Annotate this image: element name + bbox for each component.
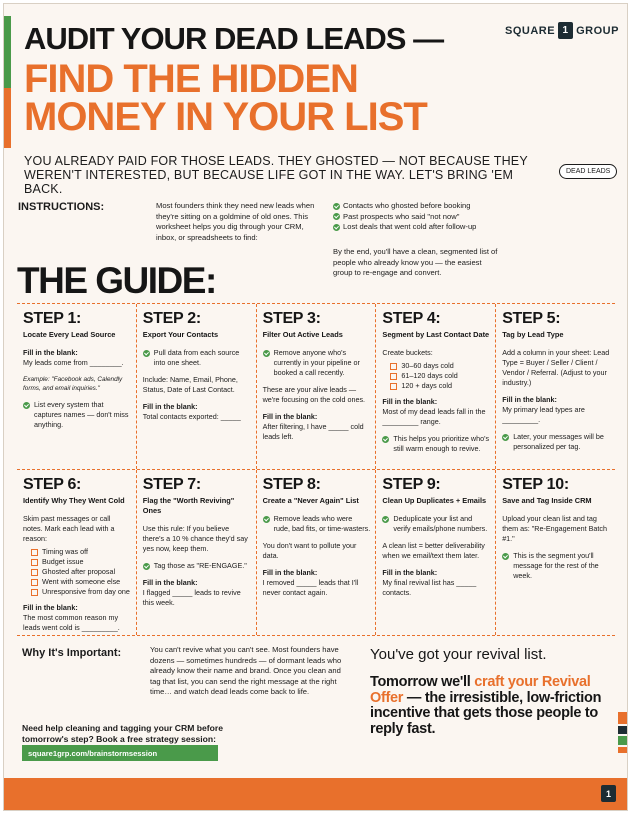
decor-stripe bbox=[618, 726, 628, 734]
reason-item[interactable] bbox=[31, 557, 131, 567]
tip bbox=[23, 400, 131, 430]
fill-blank-text: I flagged _____ leads to revive this week. bbox=[142, 588, 241, 607]
fill-blank-label: Fill in the blank: bbox=[262, 412, 318, 421]
step-number: STEP 5: bbox=[502, 310, 561, 327]
example-text: Example: "Facebook ads, Calendly forms, and email inquiries." bbox=[23, 376, 123, 392]
checkbox-icon[interactable] bbox=[390, 363, 397, 370]
booking-link-button[interactable]: square1grp.com/brainstormsession bbox=[22, 745, 218, 761]
check-icon bbox=[333, 224, 340, 231]
decor-stripe bbox=[618, 747, 628, 753]
tip-text: Later, your messages will be personalized per tag. bbox=[513, 432, 604, 451]
tip bbox=[502, 432, 610, 452]
reason-label: Ghosted after proposal bbox=[42, 567, 116, 576]
checklist-label: Contacts who ghosted before booking bbox=[343, 201, 471, 210]
step-title: Identify Why They Went Cold bbox=[23, 496, 125, 505]
checkbox-icon[interactable] bbox=[31, 589, 38, 596]
fill-blank-text: My primary lead types are _________. bbox=[502, 405, 585, 424]
step-number: STEP 10: bbox=[502, 476, 569, 493]
checklist-item bbox=[333, 212, 476, 223]
tip bbox=[382, 514, 490, 534]
decor-stripe bbox=[618, 712, 628, 724]
fill-blank-label: Fill in the blank: bbox=[23, 348, 78, 357]
fill-blank-text: After filtering, I have _____ cold leads left. bbox=[262, 422, 364, 441]
closing-headline: You've got your revival list. bbox=[370, 646, 547, 663]
step-4 bbox=[376, 304, 496, 469]
check-icon bbox=[382, 516, 389, 523]
tip-text: List every system that captures names — don't miss anything. bbox=[34, 400, 129, 429]
intro-text: Create buckets: bbox=[382, 348, 433, 357]
reason-label: Budget issue bbox=[42, 557, 84, 566]
tip-text: Tag those as "RE-ENGAGE." bbox=[153, 561, 247, 570]
fill-blank-text: The most common reason my leads went cold is _________. bbox=[23, 613, 120, 632]
help-text: Need help cleaning and tagging your CRM before tomorrow's step? Book a free strategy session: bbox=[22, 723, 224, 744]
checkbox-icon[interactable] bbox=[31, 559, 38, 566]
closing-text-1: Tomorrow we'll bbox=[370, 674, 475, 690]
why-label: Why It's Important: bbox=[22, 647, 122, 659]
tip-text: Deduplicate your list and verify emails/phone numbers. bbox=[393, 514, 488, 533]
subtitle: YOU ALREADY PAID FOR THOSE LEADS. THEY GHOSTED — NOT BECAUSE THEY WEREN'T INTERESTED, BUT BECAUSE LIFE GOT IN THE WAY. LET'S BRING 'EM BACK. bbox=[24, 154, 528, 196]
include-text: Include: Name, Email, Phone, Status, Date of Last Contact. bbox=[142, 375, 238, 394]
check-icon bbox=[382, 436, 389, 443]
step-5 bbox=[496, 304, 615, 469]
reason-label: Timing was off bbox=[42, 547, 88, 556]
headline-line-1: FIND THE HIDDEN bbox=[24, 57, 358, 101]
guide-title: THE GUIDE: bbox=[17, 260, 216, 301]
step-9 bbox=[376, 470, 496, 635]
check-icon bbox=[333, 213, 340, 220]
bucket-label: 61–120 days cold bbox=[401, 371, 458, 380]
intro-text: Upload your clean list and tag them as: "Re-Engagement Batch #1." bbox=[502, 514, 608, 543]
step-6 bbox=[17, 470, 137, 635]
checkbox-icon[interactable] bbox=[31, 569, 38, 576]
check-icon bbox=[263, 350, 270, 357]
intro-text: Add a column in your sheet: Lead Type = Buyer / Seller / Client / Vendor / Referral. (Adjust to your industry.) bbox=[502, 348, 610, 387]
bucket-label: 30–60 days cold bbox=[401, 361, 454, 370]
tip-text: Remove anyone who's currently in your pipeline or booked a call recently. bbox=[273, 348, 360, 377]
fill-blank-text: Total contacts exported: _____ bbox=[142, 412, 241, 421]
instructions-label: INSTRUCTIONS: bbox=[18, 201, 105, 213]
fill-blank-label: Fill in the blank: bbox=[382, 568, 438, 577]
page-number: 1 bbox=[601, 785, 616, 802]
fill-blank-label: Fill in the blank: bbox=[502, 395, 557, 404]
instructions-checklist bbox=[333, 201, 476, 233]
closing-paragraph bbox=[370, 675, 615, 737]
accent-bar-orange bbox=[4, 88, 11, 148]
check-icon bbox=[502, 434, 509, 441]
checkbox-icon[interactable] bbox=[31, 579, 38, 586]
step-title: Flag the "Worth Reviving" Ones bbox=[142, 496, 235, 515]
fill-blank-label: Fill in the blank: bbox=[262, 568, 318, 577]
check-icon bbox=[23, 402, 30, 409]
note-text: These are your alive leads — we're focusing on the cold ones. bbox=[262, 385, 366, 404]
brand-logo bbox=[505, 22, 619, 39]
brand-mark: 1 bbox=[558, 22, 573, 39]
why-text: You can't revive what you can't see. Most founders have dozens — sometimes hundreds — of dormant leads who already know their name and brand. Once you clean and tag that list, you can send the right message at the right time… and watch dead leads come back to life. bbox=[150, 645, 342, 696]
step-number: STEP 3: bbox=[262, 310, 321, 327]
bucket-item[interactable] bbox=[390, 371, 490, 381]
tag-pill: DEAD LEADS bbox=[559, 164, 617, 179]
instructions-outro: By the end, you'll have a clean, segmented list of people who already know you — the easiest group to re-engage and convert. bbox=[333, 247, 498, 277]
tip bbox=[263, 348, 371, 378]
fill-blank-text: My final revival list has _____ contacts. bbox=[382, 578, 477, 597]
bucket-list bbox=[390, 361, 490, 391]
bucket-item[interactable] bbox=[390, 381, 490, 391]
closing-text-2: — the irresistible, low-friction incentive that gets those people to reply fast. bbox=[370, 689, 602, 737]
step-number: STEP 1: bbox=[23, 310, 82, 327]
fill-blank-label: Fill in the blank: bbox=[23, 603, 78, 612]
step-2 bbox=[137, 304, 257, 469]
fill-blank-text: My leads come from ________. bbox=[23, 358, 124, 367]
tip-text: This helps you prioritize who's still warm enough to revive. bbox=[393, 434, 490, 453]
step-number: STEP 9: bbox=[382, 476, 441, 493]
checkbox-icon[interactable] bbox=[31, 549, 38, 556]
steps-grid bbox=[17, 303, 615, 635]
checkbox-icon[interactable] bbox=[390, 373, 397, 380]
steps-row bbox=[17, 304, 615, 470]
brand-name: SQUARE bbox=[505, 24, 556, 37]
checkbox-icon[interactable] bbox=[390, 383, 397, 390]
tip bbox=[263, 514, 371, 534]
reason-item[interactable] bbox=[31, 547, 131, 557]
reason-item[interactable] bbox=[31, 567, 131, 577]
step-8 bbox=[257, 470, 377, 635]
check-icon bbox=[333, 203, 340, 210]
step-title: Create a "Never Again" List bbox=[262, 496, 359, 505]
reason-label: Unresponsive from day one bbox=[42, 587, 130, 596]
step-title: Clean Up Duplicates + Emails bbox=[382, 496, 487, 505]
step-title: Save and Tag Inside CRM bbox=[502, 496, 592, 505]
step-1 bbox=[17, 304, 137, 469]
tip-text: Remove leads who were rude, bad fits, or time-wasters. bbox=[273, 514, 371, 533]
intro-text: Skim past messages or call notes. Mark each lead with a reason: bbox=[23, 514, 115, 543]
steps-row bbox=[17, 470, 615, 636]
fill-blank-label: Fill in the blank: bbox=[142, 578, 198, 587]
tip-text: This is the segment you'll message for the rest of the week. bbox=[513, 551, 599, 580]
reason-item[interactable] bbox=[31, 577, 131, 587]
checklist-label: Lost deals that went cold after follow-up bbox=[343, 222, 477, 231]
tip bbox=[143, 348, 251, 368]
page-title: AUDIT YOUR DEAD LEADS — bbox=[24, 21, 444, 56]
step-title: Filter Out Active Leads bbox=[262, 330, 343, 339]
fill-blank-text: Most of my dead leads fall in the _________ range. bbox=[382, 407, 486, 426]
fill-blank-label: Fill in the blank: bbox=[142, 402, 198, 411]
bucket-item[interactable] bbox=[390, 361, 490, 371]
note-text: You don't want to pollute your data. bbox=[262, 541, 357, 560]
tip bbox=[382, 434, 490, 454]
step-title: Segment by Last Contact Date bbox=[382, 330, 490, 339]
reason-list bbox=[31, 547, 131, 597]
bucket-label: 120 + days cold bbox=[401, 381, 452, 390]
step-7 bbox=[137, 470, 257, 635]
brand-suffix: GROUP bbox=[576, 24, 619, 37]
reason-label: Went with someone else bbox=[42, 577, 121, 586]
note-text: A clean list = better deliverability when we email/text them later. bbox=[382, 541, 485, 560]
step-number: STEP 7: bbox=[142, 476, 201, 493]
step-number: STEP 4: bbox=[382, 310, 441, 327]
fill-blank-text: I removed _____ leads that I'll never contact again. bbox=[262, 578, 359, 597]
step-10 bbox=[496, 470, 615, 635]
footer-bar bbox=[4, 778, 628, 811]
reason-item[interactable] bbox=[31, 587, 131, 597]
accent-bar-green bbox=[4, 16, 11, 88]
step-number: STEP 6: bbox=[23, 476, 82, 493]
closing-accent: craft your Revival Offer bbox=[370, 674, 591, 706]
step-title: Export Your Contacts bbox=[142, 330, 219, 339]
headline-line-2: MONEY IN YOUR LIST bbox=[24, 95, 427, 139]
decor-stripe bbox=[618, 736, 628, 745]
intro-text: Use this rule: If you believe there's a 10 % chance they'd say yes now, keep them. bbox=[142, 524, 248, 553]
checklist-item bbox=[333, 201, 476, 212]
step-number: STEP 8: bbox=[262, 476, 321, 493]
worksheet-page bbox=[3, 3, 628, 811]
step-number: STEP 2: bbox=[142, 310, 201, 327]
fill-blank-label: Fill in the blank: bbox=[382, 397, 438, 406]
check-icon bbox=[502, 553, 509, 560]
step-3 bbox=[257, 304, 377, 469]
tip bbox=[502, 551, 610, 581]
check-icon bbox=[143, 563, 150, 570]
check-icon bbox=[263, 516, 270, 523]
step-title: Locate Every Lead Source bbox=[23, 330, 116, 339]
instructions-text: Most founders think they need new leads when they're sitting on a goldmine of old ones. This worksheet helps you dig through your CRM, inbox, or spreadsheets to find: bbox=[156, 201, 315, 242]
tip bbox=[143, 561, 251, 571]
check-icon bbox=[143, 350, 150, 357]
tip-text: Pull data from each source into one sheet. bbox=[153, 348, 240, 367]
checklist-item bbox=[333, 222, 476, 233]
step-title: Tag by Lead Type bbox=[502, 330, 564, 339]
checklist-label: Past prospects who said "not now" bbox=[343, 211, 460, 221]
